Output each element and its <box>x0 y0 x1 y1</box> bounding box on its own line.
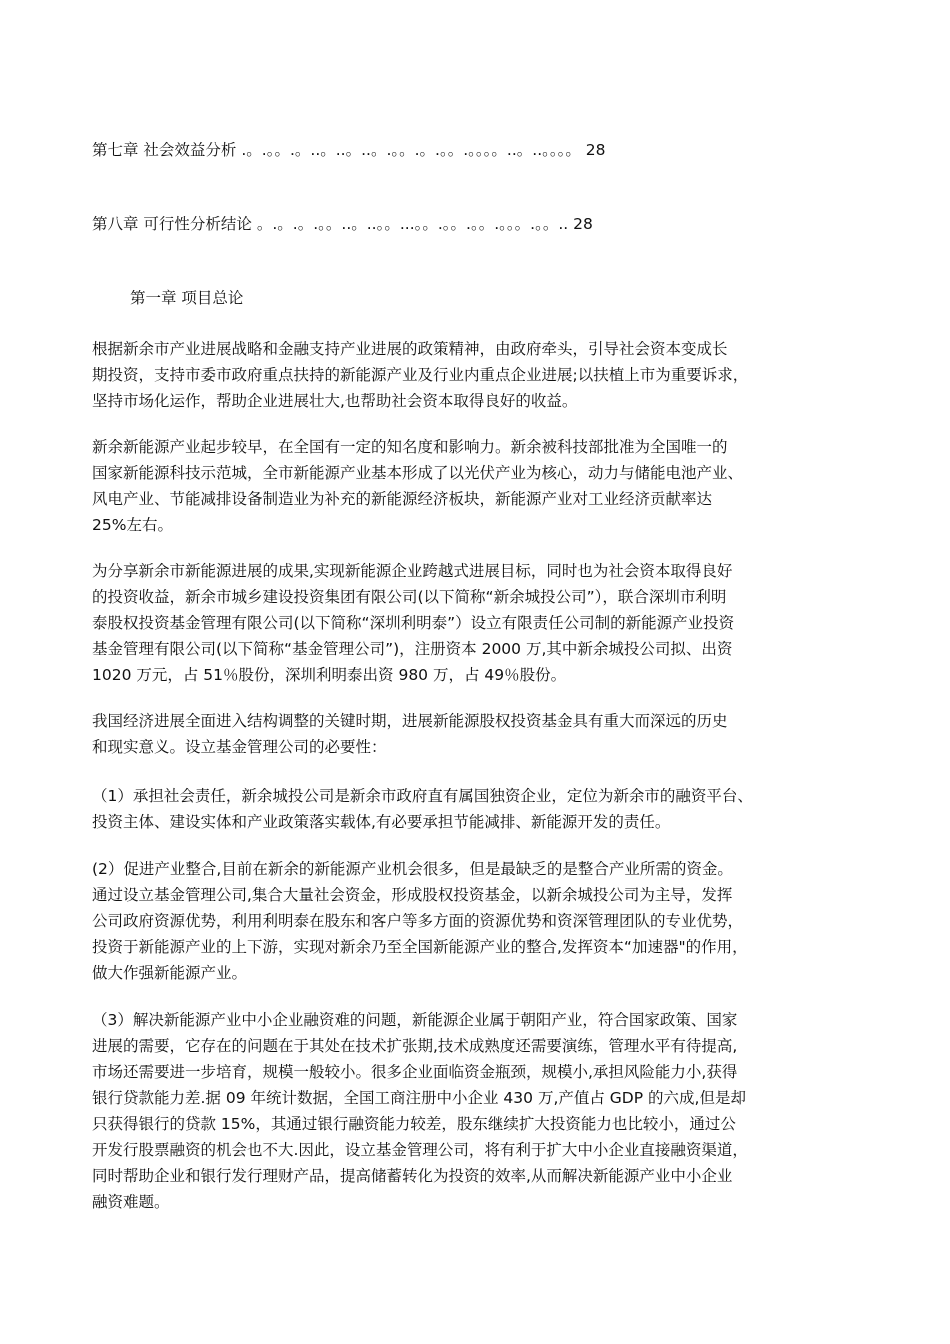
paragraph-line: 同时帮助企业和银行发行理财产品，提高储蓄转化为投资的效率,从而解决新能源产业中小企业 <box>92 1167 733 1185</box>
paragraph-line: 风电产业、节能减排设备制造业为补充的新能源经济板块，新能源产业对工业经济贡献率达 <box>92 490 713 508</box>
paragraph-line: 新余新能源产业起步较早，在全国有一定的知名度和影响力。新余被科技部批准为全国唯一的 <box>92 438 728 456</box>
toc-entry-text: 第八章 可行性分析结论 。.。.。.。。..。..。。...。。.。。.。。.。。。.。。.. 28 <box>92 215 593 233</box>
paragraph-line: （3）解决新能源产业中小企业融资难的问题，新能源企业属于朝阳产业，符合国家政策、国家 <box>92 1011 738 1029</box>
paragraph-line: 25%左右。 <box>92 516 173 534</box>
paragraph-line: 开发行股票融资的机会也不大.因此，设立基金管理公司，将有利于扩大中小企业直接融资渠道， <box>92 1141 748 1159</box>
paragraph <box>92 558 734 688</box>
toc-entry-chapter-7[interactable] <box>92 137 606 163</box>
paragraph-line: 做大作强新能源产业。 <box>92 964 248 982</box>
paragraph-line: 泰股权投资基金管理有限公司(以下简称“深圳利明泰”）设立有限责任公司制的新能源产业投资 <box>92 614 735 632</box>
paragraph <box>92 434 743 538</box>
paragraph <box>92 783 753 835</box>
toc-entry-text: 第七章 社会效益分析 .。.。。.。..。..。..。.。。.。.。。.。。。。..。..。。。。 28 <box>92 141 606 159</box>
paragraph-line: 只获得银行的贷款 15%，其通过银行融资能力较差，股东继续扩大投资能力也比较小，通过公 <box>92 1115 736 1133</box>
paragraph-line: 进展的需要，它存在的问题在于其处在技术扩张期,技术成熟度还需要演练，管理水平有待提高, <box>92 1037 738 1055</box>
toc-entry-chapter-8[interactable] <box>92 211 593 237</box>
paragraph-line: 我国经济进展全面进入结构调整的关键时期，进展新能源股权投资基金具有重大而深远的历史 <box>92 712 728 730</box>
paragraph-line: 通过设立基金管理公司,集合大量社会资金，形成股权投资基金，以新余城投公司为主导，发挥 <box>92 886 733 904</box>
paragraph-line: 的投资收益，新余市城乡建设投资集团有限公司(以下简称“新余城投公司”），联合深圳市利明 <box>92 588 727 606</box>
paragraph <box>92 336 748 414</box>
paragraph-line: 和现实意义。设立基金管理公司的必要性： <box>92 738 387 756</box>
paragraph-line: 公司政府资源优势，利用利明泰在股东和客户等多方面的资源优势和资深管理团队的专业优势， <box>92 912 744 930</box>
paragraph <box>92 708 728 760</box>
paragraph-line: 基金管理有限公司(以下简称“基金管理公司”)，注册资本 2000 万,其中新余城投公司拟、出资 <box>92 640 733 658</box>
paragraph-line: 市场还需要进一步培育，规模一般较小。很多企业面临资金瓶颈，规模小,承担风险能力小,获得 <box>92 1063 738 1081</box>
paragraph-line: 根据新余市产业进展战略和金融支持产业进展的政策精神，由政府牵头，引导社会资本变成长 <box>92 340 728 358</box>
paragraph <box>92 1007 748 1215</box>
paragraph-line: 融资难题。 <box>92 1193 170 1211</box>
paragraph-line: （1）承担社会责任，新余城投公司是新余市政府直有属国独资企业，定位为新余市的融资平台、 <box>92 787 753 805</box>
paragraph-line: 投资主体、建设实体和产业政策落实载体,有必要承担节能减排、新能源开发的责任。 <box>92 813 671 831</box>
paragraph-line: 银行贷款能力差.据 09 年统计数据，全国工商注册中小企业 430 万,产值占 GDP 的六成,但是却 <box>92 1089 746 1107</box>
paragraph-line: 投资于新能源产业的上下游，实现对新余乃至全国新能源产业的整合,发挥资本“加速器"的作用， <box>92 938 748 956</box>
paragraph-line: 坚持市场化运作，帮助企业进展壮大,也帮助社会资本取得良好的收益。 <box>92 392 578 410</box>
paragraph-line: 1020 万元，占 51％股份，深圳利明泰出资 980 万，占 49％股份。 <box>92 666 567 684</box>
paragraph-line: 期投资，支持市委市政府重点扶持的新能源产业及行业内重点企业进展;以扶植上市为重要诉求， <box>92 366 749 384</box>
paragraph-line: 国家新能源科技示范城，全市新能源产业基本形成了以光伏产业为核心，动力与储能电池产业、 <box>92 464 744 482</box>
paragraph-line: 为分享新余市新能源进展的成果,实现新能源企业跨越式进展目标，同时也为社会资本取得良好 <box>92 562 733 580</box>
paragraph <box>92 856 748 986</box>
paragraph-line: (2）促进产业整合,目前在新余的新能源产业机会很多，但是最缺乏的是整合产业所需的资金。 <box>92 860 733 878</box>
chapter-heading: 第一章 项目总论 <box>130 289 244 307</box>
